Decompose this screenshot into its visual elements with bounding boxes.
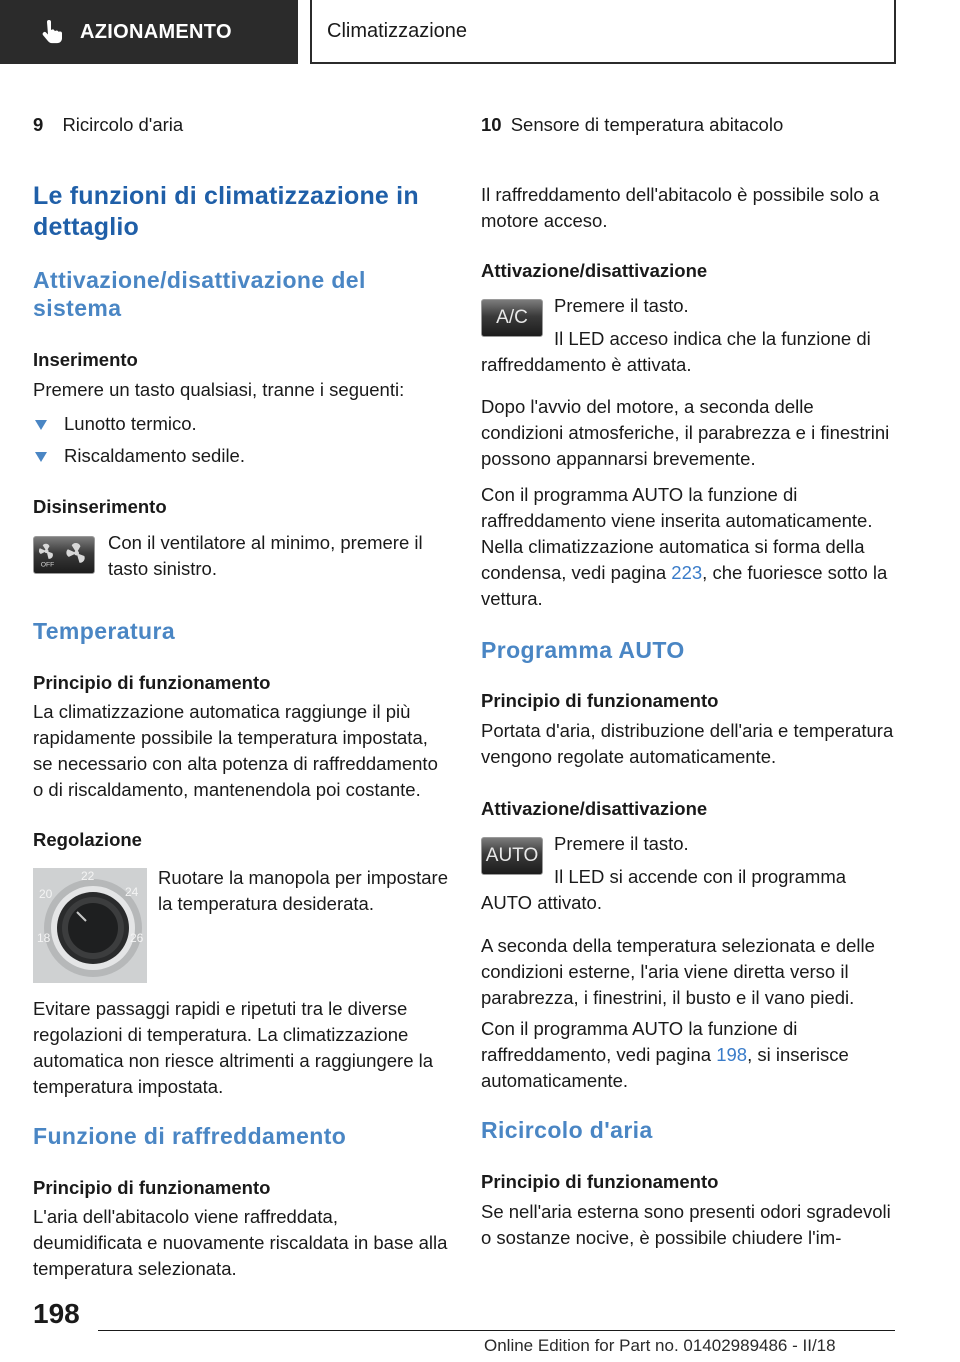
auto-led-text: Il LED si accende con il programma AUTO attivato. xyxy=(481,866,847,913)
condensate-post: , che fuoriesce sotto la vettura. xyxy=(481,562,888,609)
auto-heading: Programma AUTO xyxy=(481,637,685,663)
legend-item-10 xyxy=(481,112,783,138)
recirc-principle-text: Se nell'aria esterna sono presenti odori sgradevoli o sostanze nocive, è possibile chiudere l'im- xyxy=(481,1201,891,1248)
section-title: AZIONAMENTO xyxy=(80,20,232,43)
condensate-pre: Nella climatizzazione automatica si forma della condensa, vedi pagina xyxy=(481,536,865,583)
svg-text:18: 18 xyxy=(37,931,51,945)
ac-press-text: Premere il tasto. xyxy=(554,295,689,316)
adjust-text: Ruotare la manopola per impostare la temperatura desiderata. xyxy=(158,867,448,914)
auto-cooling-text xyxy=(481,1016,901,1094)
page-number: 198 xyxy=(33,1298,80,1329)
off-text: Con il ventilatore al minimo, premere il tasto sinistro. xyxy=(108,532,423,579)
temperature-warning: Evitare passaggi rapidi e ripetuti tra le diverse regolazioni di temperatura. La climatizzazione automatica non riesce altrimenti a raggiungere la temperatura impostata. xyxy=(33,998,434,1097)
svg-text:26: 26 xyxy=(130,931,144,945)
temp-principle-heading: Principio di funzionamento xyxy=(33,672,271,693)
auto-press-text: Premere il tasto. xyxy=(554,833,689,854)
auto-cooling-post: , si inserisce automaticamente. xyxy=(481,1044,849,1091)
edition-text: Online Edition for Part no. 01402989486 - II/18 xyxy=(484,1336,836,1355)
chapter-tab[interactable] xyxy=(310,0,896,64)
cooling-heading: Funzione di raffreddamento xyxy=(33,1123,347,1149)
fan-off-button-image xyxy=(33,536,95,574)
ac-auto-text: Con il programma AUTO la funzione di raffreddamento viene inserita automaticamente. xyxy=(481,484,873,531)
svg-text:OFF: OFF xyxy=(40,561,55,569)
fog-text: Dopo l'avvio del motore, a seconda delle condizioni atmosferiche, il parabrezza e i finestrini possono appannarsi brevemente. xyxy=(481,396,890,469)
bullet-triangle-icon xyxy=(35,420,47,430)
bullet-triangle-icon xyxy=(35,452,47,462)
cooling-principle-heading: Principio di funzionamento xyxy=(33,1177,271,1198)
temp-principle-text: La climatizzazione automatica raggiunge il più rapidamente possibile la temperatura impostata, se necessario con alta potenza di raffreddamento o di riscaldamento, mantenendola poi costante. xyxy=(33,701,438,800)
main-heading: Le funzioni di climatizzazione in dettaglio xyxy=(33,182,419,241)
legend-item-9 xyxy=(33,112,183,138)
temperature-heading: Temperatura xyxy=(33,618,176,644)
svg-text:22: 22 xyxy=(81,869,95,883)
bullet-item xyxy=(33,411,197,437)
off-heading: Disinserimento xyxy=(33,496,167,517)
adjust-heading: Regolazione xyxy=(33,829,142,850)
fan-icon xyxy=(34,536,94,574)
auto-toggle-heading: Attivazione/disattivazione xyxy=(481,798,708,819)
page-link-198[interactable]: 198 xyxy=(716,1044,748,1065)
page-link-223[interactable]: 223 xyxy=(671,562,703,583)
bullet-item xyxy=(33,443,245,469)
auto-principle-text: Portata d'aria, distribuzione dell'aria e temperatura vengono regolate automaticamente. xyxy=(481,720,894,767)
ac-button-label: A/C xyxy=(496,307,528,328)
legend-number: 9 xyxy=(33,114,44,135)
condensate-text xyxy=(481,534,901,612)
footer-divider xyxy=(98,1330,895,1331)
temperature-dial-icon xyxy=(33,868,147,983)
chapter-title: Climatizzazione xyxy=(327,19,468,42)
ac-toggle-heading: Attivazione/disattivazione xyxy=(481,260,708,281)
legend-text: Sensore di temperatura abitacolo xyxy=(510,114,784,135)
temperature-knob-image xyxy=(33,868,147,983)
direction-text: A seconda della temperatura selezionata e delle condizioni esterne, l'aria viene diretta verso il parabrezza, i finestrini, il busto e il vano piedi. xyxy=(481,935,875,1008)
activation-heading: Attivazione/disattivazione del sistema xyxy=(33,267,366,321)
section-tab[interactable] xyxy=(0,0,298,64)
cooling-principle-text: L'aria dell'abitacolo viene raffreddata, deumidificata e nuovamente riscaldata in base alla temperatura selezionata. xyxy=(33,1206,448,1279)
bullet-text: Riscaldamento sedile. xyxy=(64,445,245,466)
auto-principle-heading: Principio di funzionamento xyxy=(481,690,719,711)
hand-pointer-icon xyxy=(38,19,64,45)
cooling-note: Il raffreddamento dell'abitacolo è possibile solo a motore acceso. xyxy=(481,184,880,231)
legend-number: 10 xyxy=(481,114,502,135)
legend-text: Ricircolo d'aria xyxy=(62,114,184,135)
auto-cooling-pre: Con il programma AUTO la funzione di raffreddamento, vedi pagina xyxy=(481,1018,798,1065)
bullet-text: Lunotto termico. xyxy=(64,413,197,434)
recirc-principle-heading: Principio di funzionamento xyxy=(481,1171,719,1192)
ac-led-text: Il LED acceso indica che la funzione di raffreddamento è attivata. xyxy=(481,328,871,375)
on-heading: Inserimento xyxy=(33,349,138,370)
auto-button-label: AUTO xyxy=(485,845,539,866)
on-text: Premere un tasto qualsiasi, tranne i seguenti: xyxy=(33,379,405,400)
recirc-heading: Ricircolo d'aria xyxy=(481,1117,653,1143)
svg-text:24: 24 xyxy=(125,885,139,899)
svg-text:20: 20 xyxy=(39,887,53,901)
